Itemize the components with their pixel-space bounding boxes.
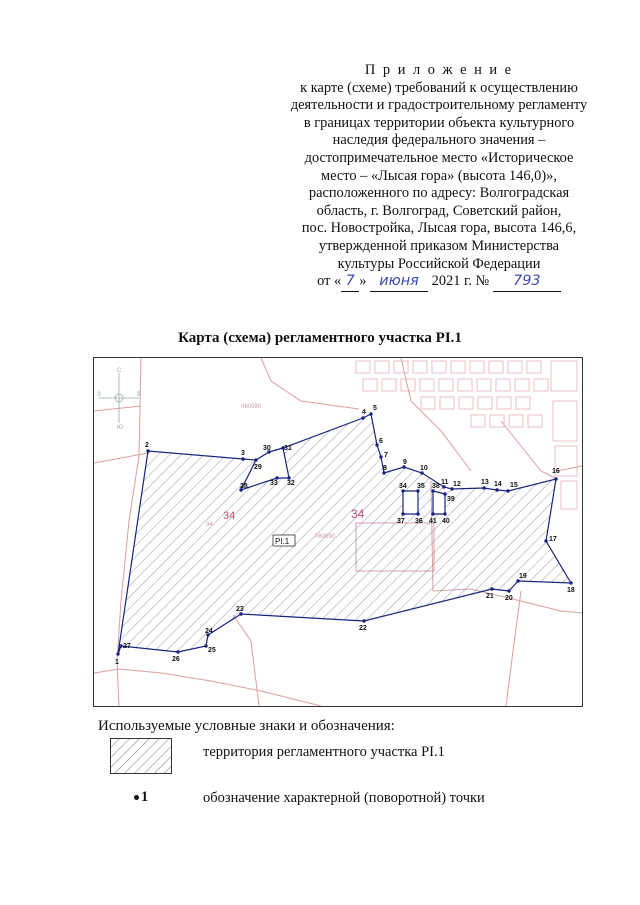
turning-point-label-36: 36	[415, 518, 423, 525]
turning-point-label-31: 31	[284, 445, 292, 452]
turning-point-label-5: 5	[373, 405, 377, 412]
header-line: расположенного по адресу: Волгоградская	[308, 185, 570, 202]
compass-west: З	[97, 392, 101, 398]
turning-point-18	[569, 581, 572, 584]
turning-point-15	[506, 489, 509, 492]
header-line: пос. Новостройка, Лысая гора, высота 146,6,	[301, 220, 577, 237]
order-year: 2021 г. №	[431, 273, 490, 290]
turning-point-label-3: 3	[241, 450, 245, 457]
order-line	[272, 273, 606, 292]
excluded-area	[433, 491, 445, 514]
turning-point-label-17: 17	[549, 536, 557, 543]
map-title: Карта (схема) регламентного участка РI.1	[178, 330, 462, 346]
turning-point-label-30: 30	[263, 445, 271, 452]
header-line: деятельности и градостроительному регламенту	[290, 97, 588, 114]
turning-point-label-26: 26	[172, 656, 180, 663]
map-frame	[93, 357, 583, 707]
legend-point-symbol	[134, 789, 148, 806]
turning-point-41	[431, 512, 434, 515]
header-line: область, г. Волгоград, Советский район,	[316, 202, 562, 219]
appendix-title: П р и л о ж е н и е	[364, 62, 514, 78]
header-line: к карте (схеме) требований к осуществлению	[300, 79, 578, 96]
legend-point-text: обозначение характерной (поворотной) точки	[203, 790, 485, 806]
turning-point-label-28: 28	[240, 483, 248, 490]
turning-point-label-12: 12	[453, 481, 461, 488]
turning-point-label-20: 20	[505, 595, 513, 602]
turning-point-label-19: 19	[519, 573, 527, 580]
turning-point-label-29: 29	[254, 464, 262, 471]
turning-point-label-14: 14	[494, 481, 502, 488]
header-line: в границах территории объекта культурного	[303, 114, 575, 131]
turning-point-label-33: 33	[270, 480, 278, 487]
turning-point-label-21: 21	[486, 593, 494, 600]
turning-point-label-37: 37	[397, 518, 405, 525]
turning-point-label-34: 34	[399, 483, 407, 490]
turning-point-13	[482, 486, 485, 489]
header-line: наследия федерального значения –	[332, 132, 546, 149]
cadastral-label: 060090	[241, 404, 262, 410]
turning-point-37	[401, 512, 404, 515]
legend-point-number: 1	[141, 789, 149, 805]
turning-point-label-40: 40	[442, 518, 450, 525]
turning-point-label-7: 7	[384, 452, 388, 459]
turning-point-label-1: 1	[115, 659, 119, 666]
turning-point-14	[495, 488, 498, 491]
turning-point-label-10: 10	[420, 465, 428, 472]
quarter-number: 34	[351, 507, 365, 521]
compass-east: В	[137, 392, 142, 398]
order-month: июня	[370, 273, 428, 292]
turning-point-5	[369, 412, 372, 415]
turning-point-label-22: 22	[359, 625, 367, 632]
regulation-zone-area	[118, 414, 571, 654]
turning-point-22	[362, 619, 365, 622]
turning-point-label-27: 27	[123, 643, 131, 650]
order-mid: »	[359, 273, 367, 290]
header-line: достопримечательное место «Историческое	[304, 149, 574, 166]
cadastral-label: 060090	[315, 534, 336, 540]
compass-south: Ю	[117, 425, 124, 431]
order-day: 7	[341, 273, 359, 292]
turning-point-4	[361, 416, 364, 419]
header-line: место – «Лысая гора» (высота 146,0)»,	[321, 167, 557, 184]
turning-point-26	[176, 650, 179, 653]
turning-point-2	[146, 449, 149, 452]
legend-hatch-swatch	[110, 738, 172, 774]
turning-point-20	[507, 589, 510, 592]
turning-point-40	[443, 512, 446, 515]
turning-point-16	[554, 477, 557, 480]
order-prefix: от «	[317, 273, 342, 290]
turning-point-label-6: 6	[379, 438, 383, 445]
turning-point-17	[544, 539, 547, 542]
turning-point-label-11: 11	[441, 479, 449, 486]
turning-point-label-25: 25	[208, 647, 216, 654]
compass-icon	[97, 368, 141, 431]
turning-point-label-13: 13	[481, 479, 489, 486]
map-canvas	[94, 358, 582, 706]
turning-point-label-9: 9	[403, 459, 407, 466]
turning-point-label-2: 2	[145, 442, 149, 449]
turning-point-label-4: 4	[362, 409, 366, 416]
legend-title: Используемые условные знаки и обозначения:	[98, 718, 395, 734]
cadastral-label: 34	[206, 522, 213, 528]
turning-point-29	[254, 458, 257, 461]
turning-point-label-8: 8	[383, 465, 387, 472]
turning-point-label-38: 38	[432, 483, 440, 490]
turning-point-label-32: 32	[287, 480, 295, 487]
turning-point-label-39: 39	[447, 496, 455, 503]
appendix-header	[272, 62, 606, 292]
quarter-number: 34	[223, 510, 236, 522]
turning-point-label-35: 35	[417, 483, 425, 490]
turning-point-1	[116, 652, 119, 655]
excluded-area	[403, 491, 418, 514]
turning-point-3	[241, 457, 244, 460]
turning-point-label-41: 41	[429, 518, 437, 525]
turning-point-label-23: 23	[236, 606, 244, 613]
turning-point-label-24: 24	[205, 628, 213, 635]
header-line: культуры Российской Федерации	[337, 255, 541, 272]
legend-hatch-text: территория регламентного участка РI.1	[203, 744, 445, 760]
compass-north: С	[117, 368, 122, 374]
turning-point-label-15: 15	[510, 482, 518, 489]
order-number: 793	[493, 273, 561, 292]
turning-point-7	[379, 455, 382, 458]
point-dot-icon	[134, 795, 139, 800]
turning-point-label-18: 18	[567, 587, 575, 594]
zone-label: РI.1	[275, 537, 290, 546]
turning-point-21	[490, 587, 493, 590]
header-line: утвержденной приказом Министерства	[318, 237, 560, 254]
turning-point-label-16: 16	[552, 468, 560, 475]
turning-point-36	[416, 512, 419, 515]
